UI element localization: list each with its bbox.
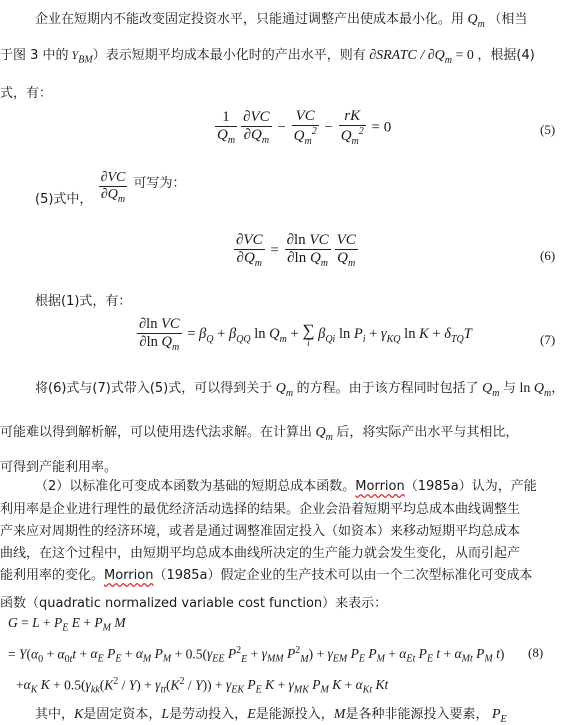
text-segment: 产来应对周期性的经济环境，或者是通过调整准固定投入（如资本）来移动短期平均总成本 (0, 524, 521, 539)
equation-8: $G = L + P_E$ $E + P_M$ M = $Y(\alpha_0 + \alpha_{0t}t + \alpha_E$ $P_E + \alpha_M$ $P_M + 0.5(\gamma_{EE}$ $P^2_E + \gamma_{MM}$ $P^2_M) + \gamma_{EM}$ $P_E$ $P_M + \alpha_{Et}$ $P_E$ $t + \alpha_{Mt}$ $P_M$ t) $+\alpha_K$ $K + 0.5(\gamma_{kk}(K^2 / Y) + \gamma_{tt}(K^2 / Y)) + \gamma_{EK}$ $P_E$ $K + \gamma_{MK}$ $P_M$ $K + \alpha_{Kt}$ Kt (8, 615, 505, 697)
author-name: Morrion (355, 479, 405, 494)
text-segment: 式，有： (0, 86, 53, 101)
text-segment: (5)式中， (35, 191, 93, 207)
para1-line2: 于图 3 中的 $Y_{BM}$）表示短期平均成本最小化时的产出水平，则有 ∂SRATC / $\partial Q_m = 0$ ，根据(4) (0, 48, 535, 66)
equation-number: (7) (540, 332, 556, 347)
text-segment: 能利用率的变化。 (0, 568, 105, 583)
text-segment: （1985a）认为，产能 (404, 479, 537, 494)
text-segment: 是各种非能源投入要素， (345, 707, 489, 722)
para5-line3 (0, 520, 520, 539)
equation-5: $\frac{1}{Q_m}$ $\frac{\partial VC}{\partial Q_m}$ − $\frac{VC}{Q_m^2}$ − $\frac{rK}{Q_m^2}$ = 0 (217, 108, 392, 148)
text-segment: 与 (502, 381, 516, 396)
para5-line5 (0, 564, 533, 583)
text-segment: ，根据(4) (477, 48, 535, 63)
para5-line1 (35, 476, 537, 498)
text-segment: 根据(1)式，有： (35, 294, 132, 309)
para5-line4 (0, 542, 520, 561)
para2-line: (5)式中， $\frac{\partial VC}{\partial Q_m}$ 可写为： (35, 170, 186, 207)
text-segment: 是劳动投入， (169, 707, 248, 722)
text-segment: 可得到产能利用率。 (0, 460, 118, 475)
text-segment: 企业在短期内不能改变固定投资水平，只能通过调整产出使成本最小化。用 (35, 12, 465, 27)
text-segment: 的方程。由于该方程同时包括了 (296, 381, 479, 396)
text-segment: 将(6)式与(7)式带入(5)式，可以得到关于 (35, 381, 273, 396)
para5-line6 (0, 592, 387, 611)
equation-number: (6) (540, 248, 556, 263)
para4-line3 (0, 456, 117, 475)
equation-7: $\frac{\text{∂ln VC}}{\partial\ln Q_m}$ = $\beta_Q + \beta_{QQ}$ $\ln Q_m$ + ∑ i $\beta_{Qi}$ $\ln P_i + \gamma_{KQ}$ $\ln K + \delta_{TQ}T$ (139, 316, 472, 353)
equation-number: (8) (528, 645, 544, 660)
equation-6: $\frac{\partial VC}{\partial Q_m}$ = $\frac{\text{∂ln VC}}{\partial\ln Q_m}$ $\frac{VC}{Q_m}$ (236, 232, 356, 270)
para5-line2 (0, 498, 520, 517)
text-segment: 是能源投入， (255, 707, 334, 722)
text-segment: （2）以标准化可变成本函数为基础的短期总成本函数。 (35, 479, 356, 494)
para4-line1: 将(6)式与(7)式带入(5)式，可以得到关于 $Q_m$ 的方程。由于该方程同时包括了 $Q_m$ 与 $\ln Q_m$， (35, 381, 565, 399)
text-segment: 可写为： (133, 175, 186, 191)
para4-line2: 可能难以得到解析解，可以使用迭代法求解。在计算出 $Q_m$ 后，将实际产出水平与其相比， (0, 425, 519, 443)
text-segment: （相当 (488, 12, 528, 27)
text-segment: ， (551, 381, 565, 396)
text-segment: （1985a）假定企业的生产技术可以由一个二次型标准化可变成本 (153, 568, 533, 583)
text-segment: 后，将实际产出水平与其相比， (336, 425, 519, 440)
para1-line3 (0, 82, 52, 101)
para1-line1: 企业在短期内不能改变固定投资水平，只能通过调整产出使成本最小化。用 $Q_m$ （相当 (35, 12, 528, 30)
text-segment: 函数（quadratic normalized variable cost function）来表示： (0, 596, 388, 611)
text-segment: 可能难以得到解析解，可以使用迭代法求解。在计算出 (0, 425, 313, 440)
text-segment: 是固定资本， (83, 707, 162, 722)
para3-line (35, 290, 131, 309)
text-segment: 其中， (35, 707, 75, 722)
text-segment: ）表示短期平均成本最小化时的产出水平，则有 (92, 48, 366, 63)
text-segment: 曲线，在这个过程中，由短期平均总成本曲线所决定的生产能力就会发生变化，从而引起产 (0, 546, 521, 561)
author-name: Morrion (104, 568, 154, 583)
equation-number: (5) (540, 122, 556, 137)
para6-line1: 其中，K是固定资本，L是劳动投入，E是能源投入，M是各种非能源投入要素， $P_E$ (35, 707, 507, 725)
text-segment: 利用率是企业进行理性的最优经济活动选择的结果。企业会沿着短期平均总成本曲线调整生 (0, 502, 521, 517)
text-segment: 于图 3 中的 (0, 48, 69, 63)
